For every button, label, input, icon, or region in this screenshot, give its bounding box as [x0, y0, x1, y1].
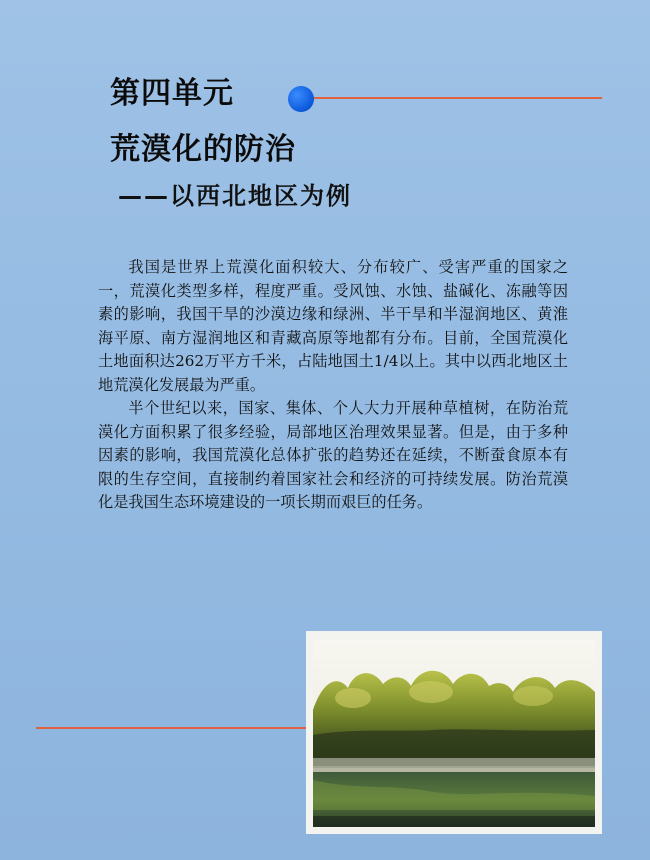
page-subtitle: ——以西北地区为例: [118, 182, 352, 210]
photo-frame: [306, 631, 602, 834]
unit-label: 第四单元: [110, 76, 234, 111]
paragraph-2: 半个世纪以来，国家、集体、个人大力开展种草植树，在防治荒漠化方面积累了很多经验，局部地区治理效果显著。但是，由于多种因素的影响，我国荒漠化总体扩张的趋势还在延续，不断蚕食原本有限的生存空间，直接制约着国家社会和经济的可持续发展。防治荒漠化是我国生态环境建设的一项长期而艰巨的任务。: [98, 399, 568, 511]
page-title: 荒漠化的防治: [110, 132, 296, 167]
bottom-decorative-rule: [36, 727, 306, 729]
top-decorative-rule: [314, 97, 602, 99]
blue-dot-ornament: [288, 86, 314, 112]
body-text: [98, 256, 568, 515]
paragraph-1: 我国是世界上荒漠化面积较大、分布较广、受害严重的国家之一，荒漠化类型多样，程度严重。受风蚀、水蚀、盐碱化、冻融等因素的影响，我国干旱的沙漠边缘和绿洲、半干旱和半湿润地区、黄淮海平原、南方湿润地区和青藏高原等地都有分布。目前，全国荒漠化土地面积达262万平方千米，占陆地国土1/4以上。其中以西北地区土地荒漠化发展最为严重。: [98, 258, 568, 394]
oasis-trees-photo: [313, 640, 595, 827]
